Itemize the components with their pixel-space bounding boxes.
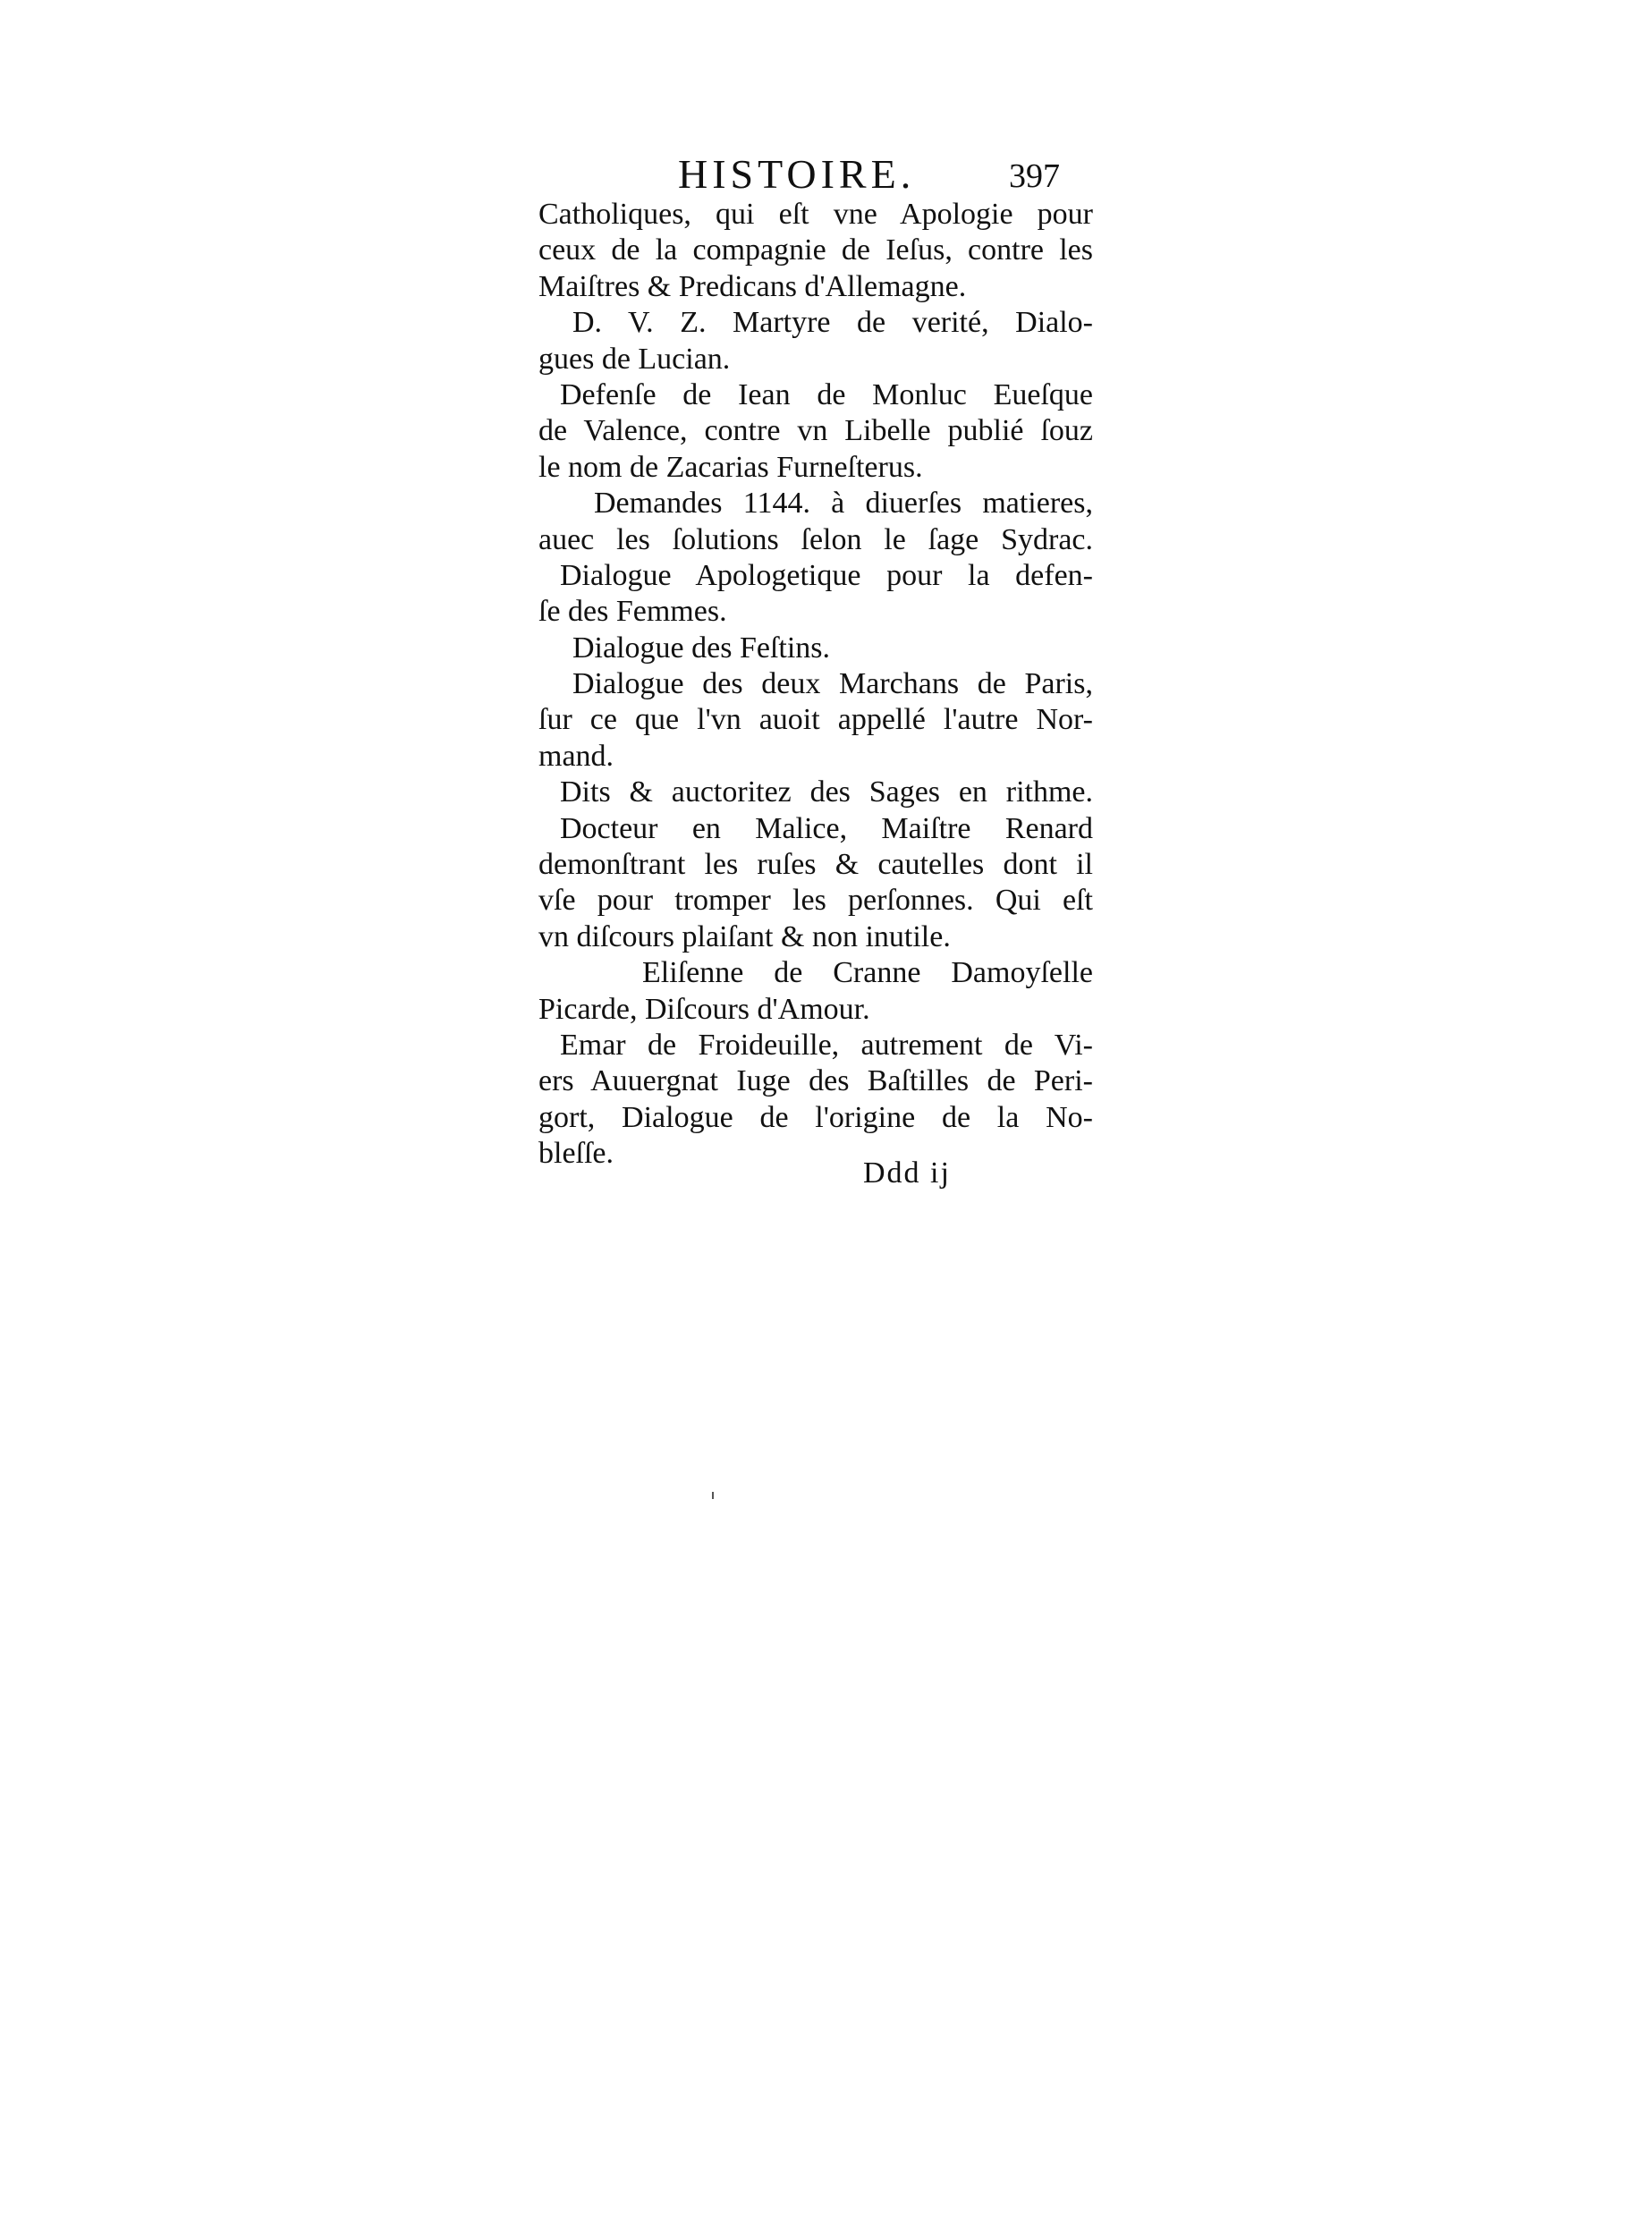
text-line: Dialogue des Feſtins. — [572, 631, 831, 665]
text-line: Dialogue Apologetique pour la defen- — [560, 558, 1093, 592]
text-line: vſe pour tromper les perſonnes. Qui eſt — [538, 884, 1093, 918]
text-line: D. V. Z. Martyre de verité, Dialo- — [572, 306, 1093, 340]
text-line: Defenſe de Iean de Monluc Eueſque — [560, 377, 1093, 411]
text-line: Eliſenne de Cranne Damoyſelle — [642, 956, 1093, 990]
running-title: HISTOIRE. — [678, 151, 916, 197]
text-line: demonſtrant les ruſes & cautelles dont il — [538, 848, 1093, 882]
text-line: auec les ſolutions ſelon le ſage Sydrac. — [538, 522, 1093, 556]
text-line: Dialogue des deux Marchans de Paris, — [572, 667, 1093, 701]
ink-speck — [712, 1492, 714, 1499]
text-line: Picarde, Diſcours d'Amour. — [538, 992, 870, 1026]
text-line: Docteur en Malice, Maiſtre Renard — [560, 811, 1093, 845]
text-line: gues de Lucian. — [538, 342, 731, 376]
text-line: Maiſtres & Predicans d'Allemagne. — [538, 269, 967, 303]
text-block — [538, 197, 1093, 1173]
page-number: 397 — [1009, 157, 1060, 195]
text-line: vn diſcours plaiſant & non inutile. — [538, 919, 951, 953]
text-line: Dits & auctoritez des Sages en rithme. — [560, 775, 1093, 809]
text-line: ers Auuergnat Iuge des Baſtilles de Peri- — [538, 1064, 1093, 1098]
running-head — [678, 148, 1098, 201]
text-line: Demandes 1144. à diuerſes matieres, — [594, 487, 1093, 521]
text-line: bleſſe. — [538, 1137, 614, 1171]
text-line: gort, Dialogue de l'origine de la No- — [538, 1100, 1093, 1134]
text-line: Emar de Froideuille, autrement de Vi- — [560, 1028, 1093, 1062]
text-line: ſur ce que l'vn auoit appellé l'autre Nor- — [538, 703, 1093, 737]
text-line: Catholiques, qui eſt vne Apologie pour — [538, 198, 1093, 231]
text-line: de Valence, contre vn Libelle publié ſouz — [538, 414, 1093, 448]
text-line: ſe des Femmes. — [538, 595, 727, 629]
signature-mark: Ddd ij — [863, 1156, 951, 1190]
text-line: le nom de Zacarias Furneſterus. — [538, 450, 923, 484]
text-line: ceux de la compagnie de Ieſus, contre les — [538, 233, 1093, 267]
text-line: mand. — [538, 739, 614, 773]
